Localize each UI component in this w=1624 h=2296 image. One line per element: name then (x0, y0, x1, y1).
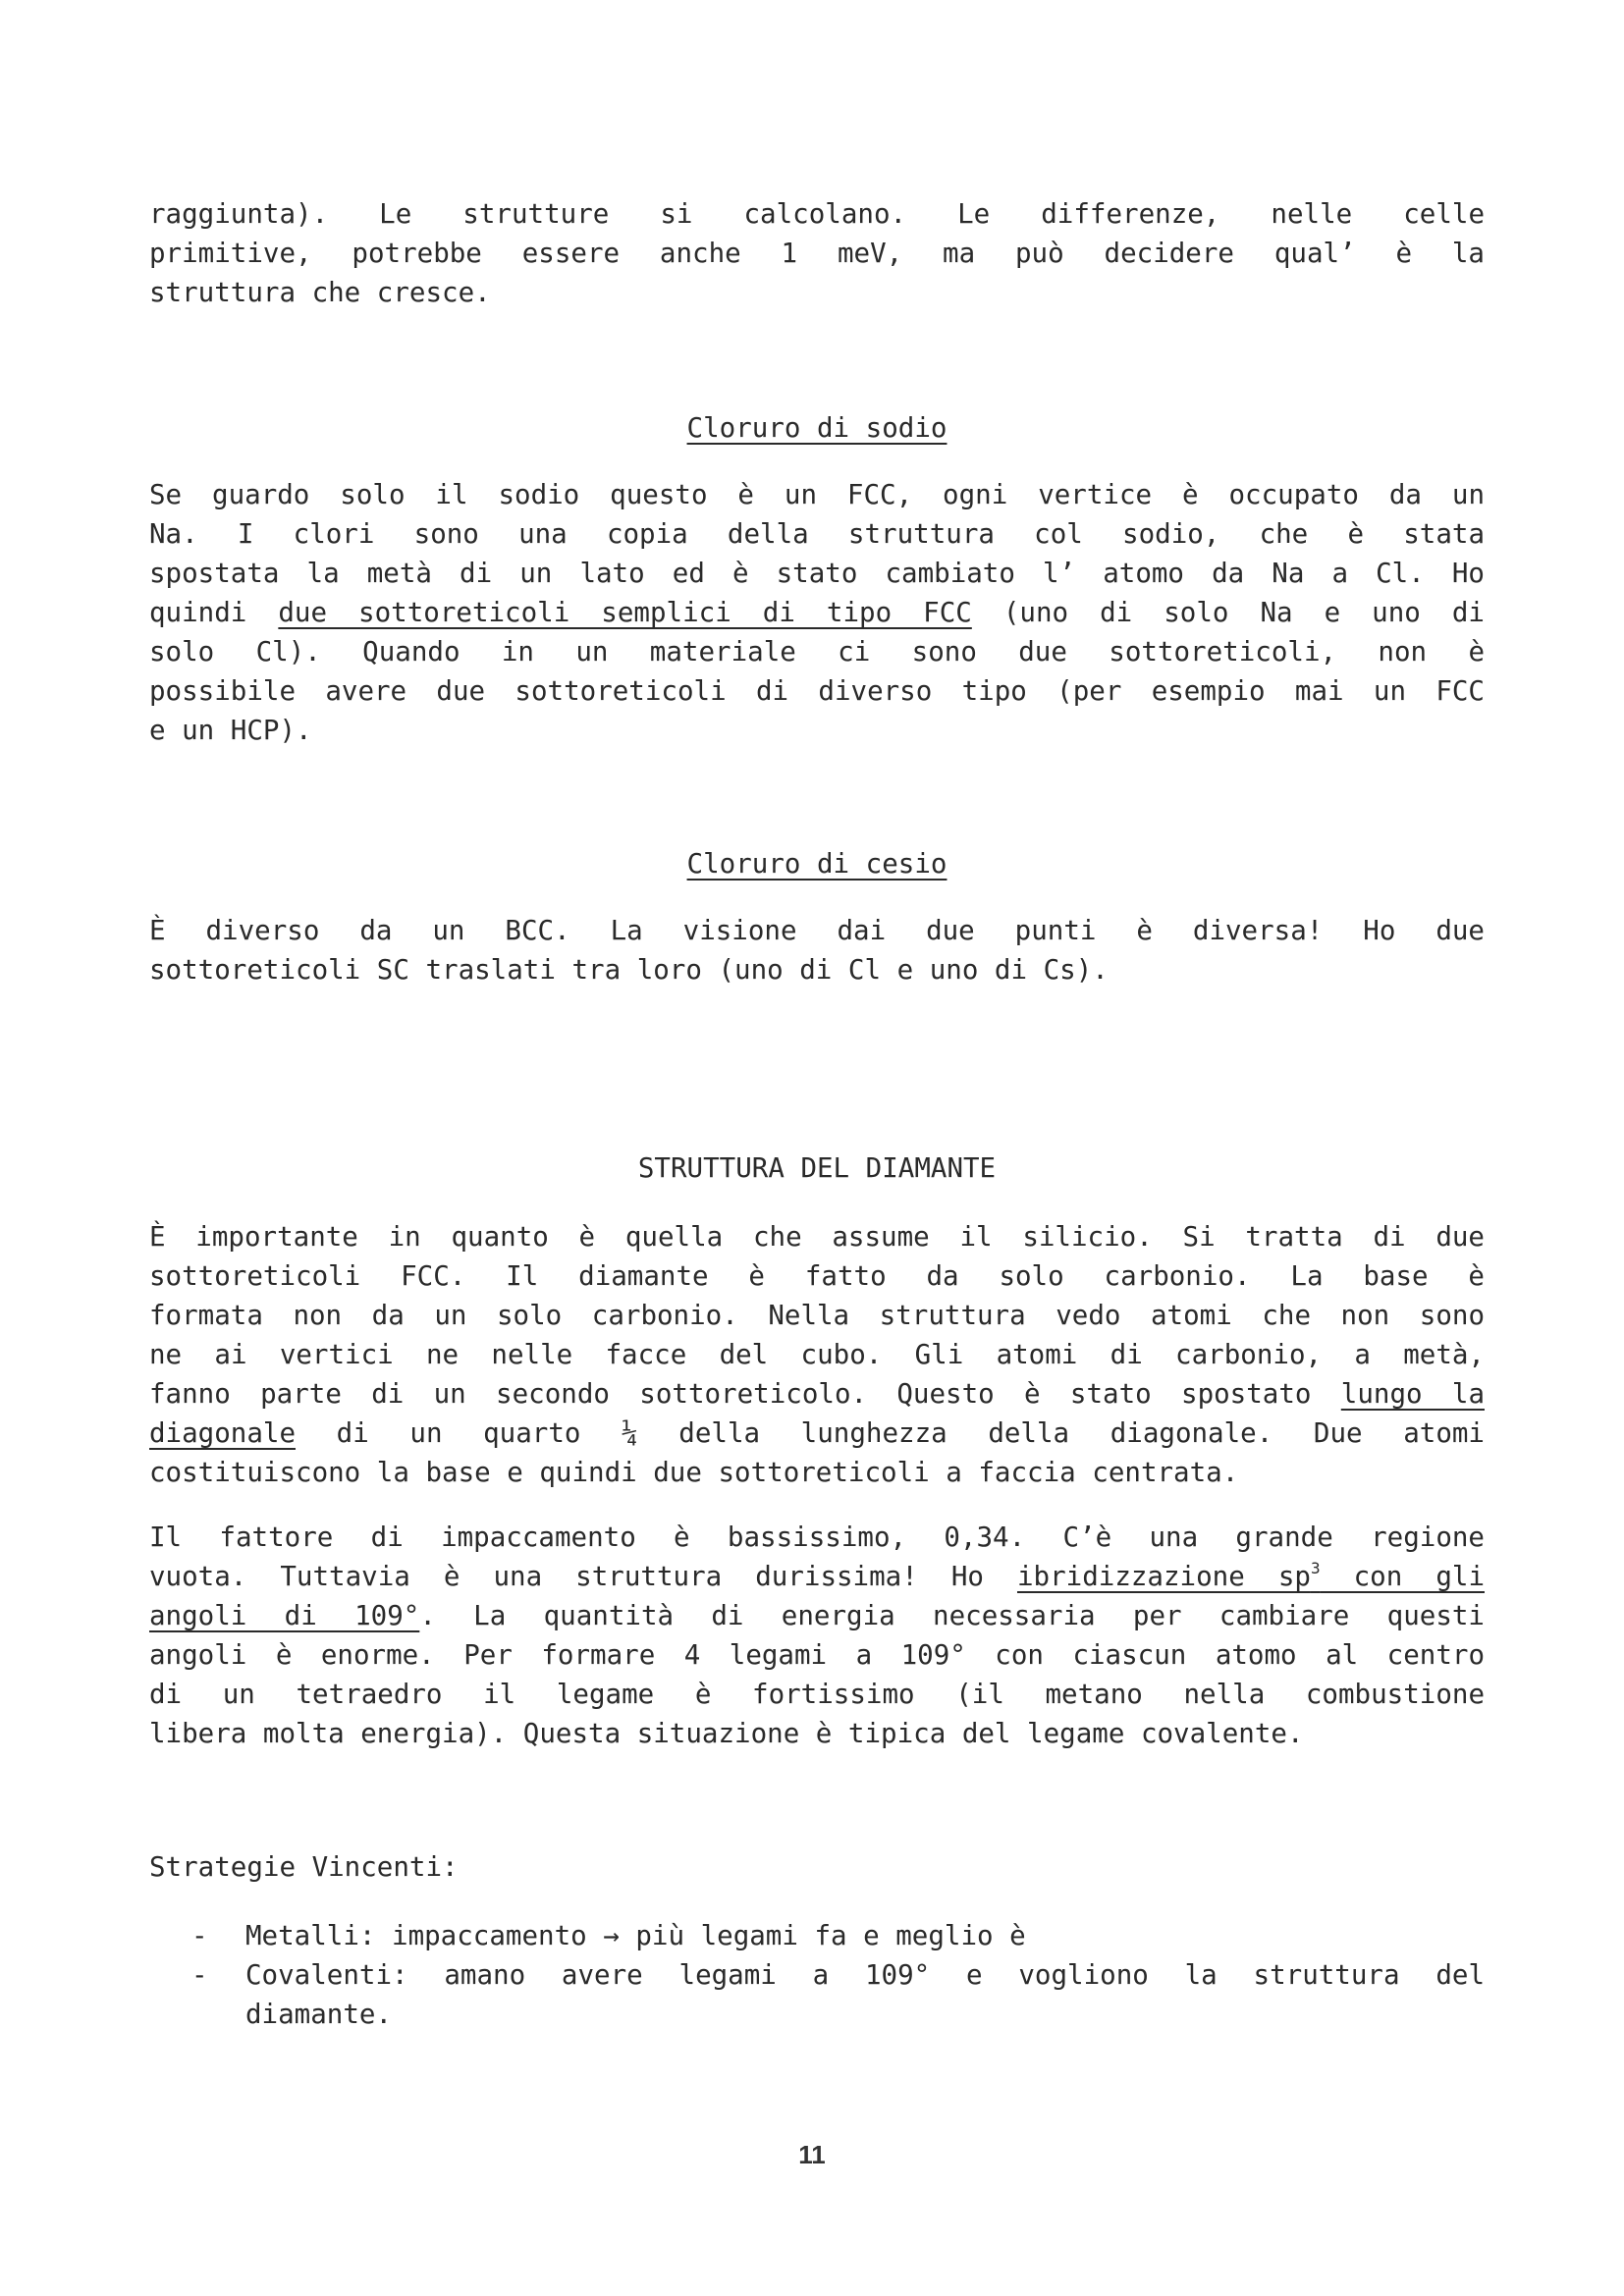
text-line: spostata la metà di un lato ed è stato cambiato l’ atomo da Na a Cl. Ho (149, 558, 1485, 589)
dash-bullet: - (191, 1959, 208, 1991)
text-line: possibile avere due sottoreticoli di diverso tipo (per esempio mai un FCC (149, 675, 1485, 707)
text-line (149, 1557, 1485, 1596)
underlined-phrase (1016, 1558, 1485, 1592)
list-item-text: Covalenti: amano avere legami a 109° e vogliono la struttura del (245, 1959, 1485, 1991)
underlined-phrase: lungo la (1340, 1378, 1485, 1410)
superscript: 3 (1310, 1558, 1321, 1577)
text-segment: . La quantità di energia necessaria per cambiare questi (419, 1600, 1485, 1631)
text-line: sottoreticoli FCC. Il diamante è fatto da solo carbonio. La base è (149, 1260, 1485, 1292)
text-line: sottoreticoli SC traslati tra loro (uno di Cl e uno di Cs). (149, 954, 1109, 986)
text-line: solo Cl). Quando in un materiale ci sono due sottoreticoli, non è (149, 636, 1485, 667)
text-line (149, 1596, 1485, 1635)
text-segment: (uno di solo Na e uno di (971, 597, 1485, 628)
strategies-title-wrap (149, 1847, 1485, 1887)
text-line: È importante in quanto è quella che assume il silicio. Si tratta di due (149, 1221, 1485, 1253)
text-line: angoli è enorme. Per formare 4 legami a 109° con ciascun atomo al centro (149, 1639, 1485, 1671)
diamond-paragraph-2 (149, 1518, 1485, 1753)
strategies-list (191, 1916, 1485, 2034)
text-line: È diverso da un BCC. La visione dai due punti è diversa! Ho due (149, 915, 1485, 946)
text-line: Na. I clori sono una copia della struttura col sodio, che è stata (149, 518, 1485, 550)
underlined-phrase: diagonale (149, 1417, 297, 1449)
text-line: di un tetraedro il legame è fortissimo (il metano nella combustione (149, 1679, 1485, 1710)
text-segment: di un quarto ¼ della lunghezza della diagonale. Due atomi (296, 1417, 1485, 1449)
text-line: e un HCP). (149, 715, 312, 746)
text-line: raggiunta). Le strutture si calcolano. Le differenze, nelle celle (149, 198, 1485, 230)
text-line: Il fattore di impaccamento è bassissimo, 0,34. C’è una grande regione (149, 1522, 1485, 1553)
text-line: costituiscono la base e quindi due sottoreticoli a faccia centrata. (149, 1457, 1239, 1488)
diamond-heading: STRUTTURA DEL DIAMANTE (637, 1152, 997, 1184)
text-segment: ibridizzazione sp (1016, 1561, 1311, 1592)
nacl-heading: Cloruro di sodio (686, 412, 947, 444)
underlined-phrase: angoli di 109° (149, 1600, 420, 1631)
nacl-heading-wrap (149, 408, 1485, 448)
cscl-paragraph (149, 911, 1485, 989)
dash-bullet: - (191, 1920, 208, 1951)
list-item (191, 1955, 1485, 2034)
text-line: formata non da un solo carbonio. Nella struttura vedo atomi che non sono (149, 1300, 1485, 1331)
text-line: struttura che cresce. (149, 277, 491, 308)
text-line: primitive, potrebbe essere anche 1 meV, ma può decidere qual’ è la (149, 238, 1485, 269)
nacl-paragraph (149, 475, 1485, 750)
text-segment: quindi (149, 597, 279, 628)
text-line: libera molta energia). Questa situazione è tipica del legame covalente. (149, 1718, 1304, 1749)
strategies-title: Strategie Vincenti: (149, 1851, 459, 1883)
diamond-paragraph-1 (149, 1217, 1485, 1492)
text-line (149, 1374, 1485, 1414)
text-segment: con gli (1320, 1561, 1485, 1592)
diamond-heading-wrap (149, 1148, 1485, 1188)
list-item (191, 1916, 1485, 1955)
text-line: ne ai vertici ne nelle facce del cubo. Gli atomi di carbonio, a metà, (149, 1339, 1485, 1370)
list-item-text: diamante. (245, 1999, 393, 2030)
text-segment: vuota. Tuttavia è una struttura durissima! Ho (149, 1561, 1017, 1592)
text-line (149, 593, 1485, 632)
intro-paragraph (149, 194, 1485, 312)
underlined-phrase: due sottoreticoli semplici di tipo FCC (278, 597, 972, 628)
text-line (149, 1414, 1485, 1453)
list-item-text: Metalli: impaccamento → più legami fa e meglio è (245, 1920, 1026, 1951)
text-line: Se guardo solo il sodio questo è un FCC, ogni vertice è occupato da un (149, 479, 1485, 510)
page-number: 11 (798, 2140, 826, 2169)
cscl-heading: Cloruro di cesio (686, 848, 947, 880)
cscl-heading-wrap (149, 844, 1485, 883)
text-segment: fanno parte di un secondo sottoreticolo. Questo è stato spostato (149, 1378, 1341, 1410)
